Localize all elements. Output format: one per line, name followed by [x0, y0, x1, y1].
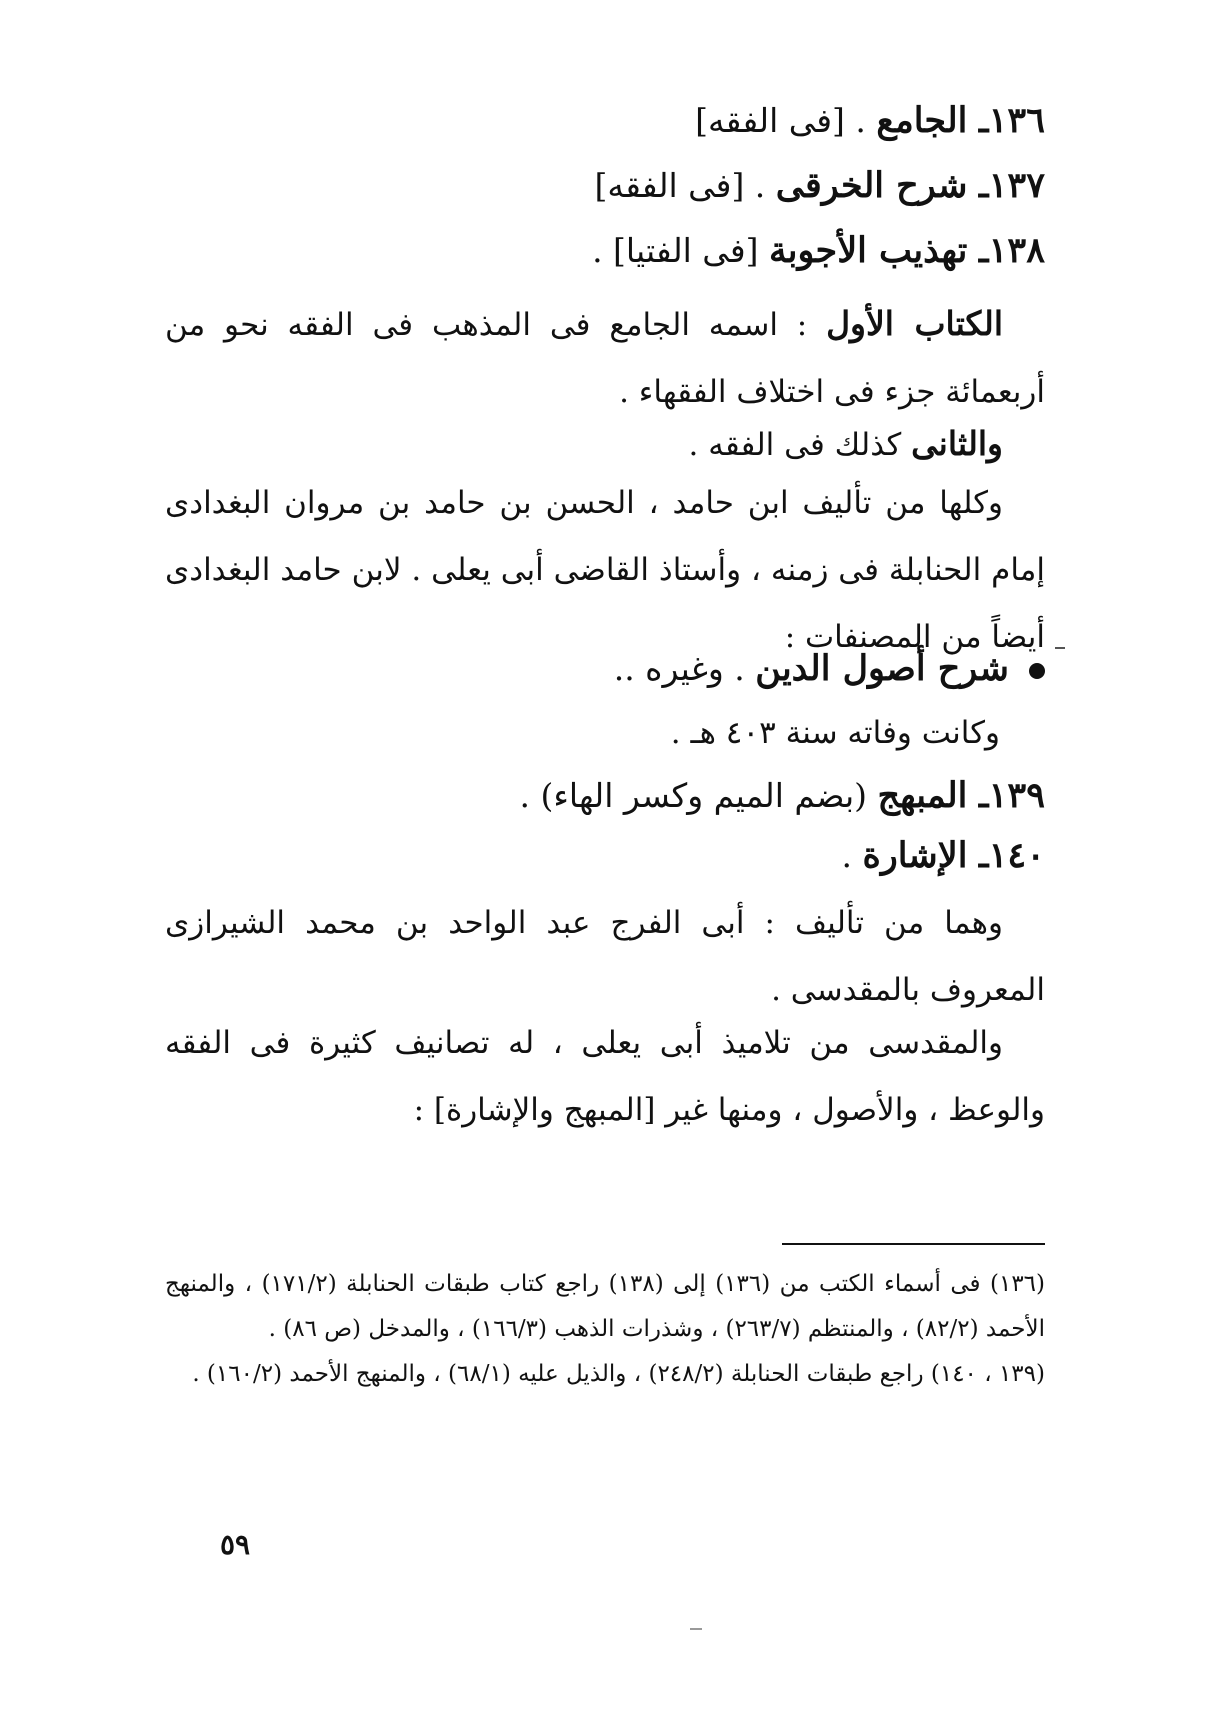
paragraph-text: كذلك فى الفقه . — [688, 427, 912, 463]
paragraph-maqdisi-authorship: وهما من تأليف : أبى الفرج عبد الواحد بن محمد الشيرازى المعروف بالمقدسى . — [165, 905, 1045, 1008]
entry-rest: . [فى الفقه] — [695, 101, 877, 140]
entry-title: المبهج — [877, 775, 968, 816]
entry-dash: ـ — [967, 166, 989, 205]
bullet-item — [165, 648, 1045, 689]
paragraph-second-book — [165, 410, 1045, 479]
footnote-136: (١٣٦) فى أسماء الكتب من (١٣٦) إلى (١٣٨) راجع كتاب طبقات الحنابلة (١٧١/٢) ، والمنهج الأحمد (٨٢/٢) ، والمنتظم (٢٦٣/٧) ، وشذرات الذهب (١٦٦/٣) ، والمدخل (ص ٨٦) . — [165, 1271, 1046, 1342]
bullet-icon — [1029, 663, 1045, 679]
entry-rest: . [فى الفقه] — [594, 166, 776, 205]
entry-rest: [فى الفتيا] . — [592, 231, 769, 270]
paragraph-lead: والثانى — [911, 424, 1003, 463]
entry-number: ١٣٧ — [988, 165, 1045, 206]
entry-number: ١٣٨ — [988, 230, 1045, 271]
entry-dash: ـ — [967, 101, 989, 140]
entry-title: الإشارة — [862, 835, 968, 876]
entry-137 — [165, 165, 1045, 207]
entry-title: شرح الخرقى — [775, 165, 968, 206]
paragraph-death-year: وكانت وفاته سنة ٤٠٣ هـ . — [670, 715, 1000, 751]
entry-138 — [165, 230, 1045, 272]
entry-number: ١٣٩ — [988, 775, 1045, 816]
paragraph-first-book — [165, 290, 1045, 426]
entry-title: تهذيب الأجوبة — [768, 230, 968, 271]
bullet-rest: . وغيره .. — [613, 649, 756, 688]
entry-dash: ـ — [967, 231, 989, 270]
page-number: ٥٩ — [220, 1528, 251, 1561]
footnote-139-140: (١٣٩ ، ١٤٠) راجع طبقات الحنابلة (٢٤٨/٢) ، والذيل عليه (٦٨/١) ، والمنهج الأحمد (١٦٠/٢) . — [192, 1361, 1045, 1387]
bullet-title: شرح أصول الدين — [755, 648, 1009, 689]
entry-dash: ـ — [967, 836, 989, 875]
entry-140 — [165, 835, 1045, 877]
scan-speck — [1055, 647, 1065, 649]
scan-speck — [690, 1628, 702, 1630]
entry-number: ١٤٠ — [988, 835, 1045, 876]
paragraph-authorship: وكلها من تأليف ابن حامد ، الحسن بن حامد بن مروان البغدادى إمام الحنابلة فى زمنه ، وأستاذ القاضى أبى يعلى . لابن حامد البغدادى أيضاً من المصنفات : — [165, 485, 1045, 655]
paragraph-lead: الكتاب الأول — [826, 304, 1003, 343]
entry-title: الجامع — [876, 100, 968, 141]
footnotes — [165, 1262, 1045, 1397]
paragraph-text: : اسمه الجامع فى المذهب فى الفقه نحو من أربعمائة جزء فى اختلاف الفقهاء . — [165, 307, 1045, 410]
footnote-divider — [782, 1243, 1045, 1245]
entry-number: ١٣٦ — [988, 100, 1045, 141]
entry-139 — [165, 775, 1045, 817]
entry-rest: . — [841, 836, 863, 875]
paragraph-maqdisi-works: والمقدسى من تلاميذ أبى يعلى ، له تصانيف كثيرة فى الفقه والوعظ ، والأصول ، ومنها غير [المبهج والإشارة] : — [165, 1025, 1045, 1128]
entry-136 — [165, 100, 1045, 142]
entry-dash: ـ — [967, 776, 989, 815]
entry-rest: (بضم الميم وكسر الهاء) . — [519, 776, 878, 815]
